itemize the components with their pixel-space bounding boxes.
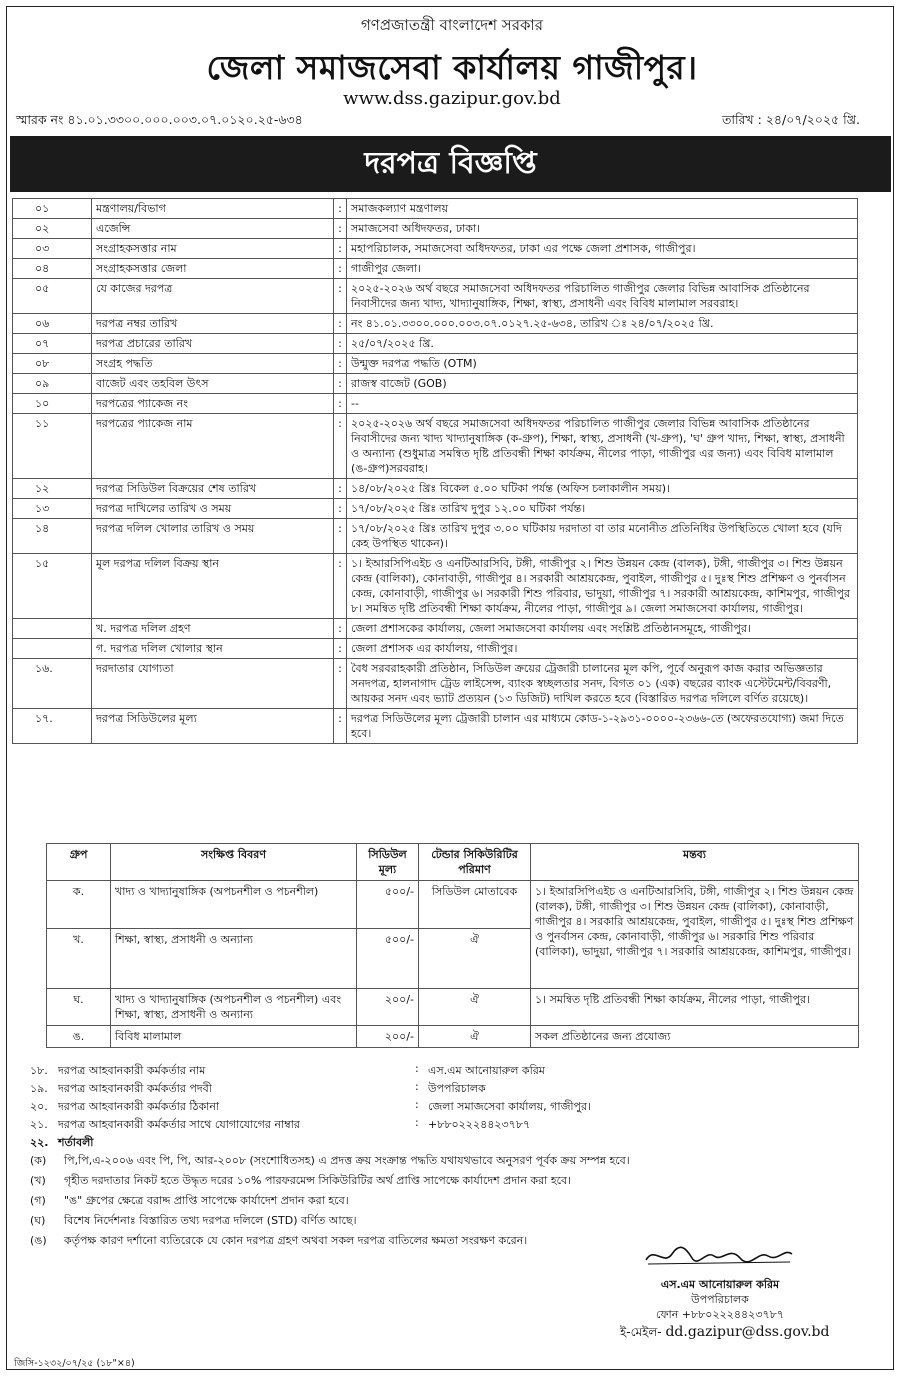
row-label: খ. দরপত্র দলিল গ্রহণ bbox=[92, 619, 334, 639]
detail-row bbox=[13, 659, 858, 709]
header-price: সিডিউল মূল্য bbox=[357, 844, 419, 881]
row-value: জেলা সমাজসেবা কার্যালয়, গাজীপুর। bbox=[428, 1100, 592, 1113]
row-separator: : bbox=[334, 659, 347, 709]
row-value: +৮৮০২২২৪৪২৩৭৮৭ bbox=[428, 1118, 531, 1131]
row-number: ০২ bbox=[13, 219, 92, 239]
header-group: গ্রুপ bbox=[47, 844, 111, 881]
row-label: দরপত্র প্রচারের তারিখ bbox=[92, 334, 334, 354]
row-value: জেলা প্রশাসকের কার্যালয়, জেলা সমাজসেবা কার্যালয় এবং সংশ্লিষ্ট প্রতিষ্ঠানসমূহে, গাজীপুর। bbox=[347, 619, 858, 639]
price-cell: ২০০/- bbox=[357, 1026, 419, 1048]
row-value: ১৭/০৮/২০২৫ খ্রিঃ তারিখ দুপুর ১২.০০ ঘটিকা পর্যন্ত। bbox=[347, 499, 858, 519]
row-separator: : bbox=[334, 374, 347, 394]
row-label: মন্ত্রণালয়/বিভাগ bbox=[92, 199, 334, 219]
row-value: -- bbox=[347, 394, 858, 414]
row-label: দরপত্র আহবানকারী কর্মকর্তার নাম bbox=[58, 1064, 206, 1077]
notice-banner: দরপত্র বিজ্ঞপ্তি bbox=[10, 136, 891, 192]
group-cell: খ. bbox=[47, 929, 111, 989]
row-separator: : bbox=[415, 1098, 419, 1111]
row-label: মূল দরপত্র দলিল বিক্রয় স্থান bbox=[92, 554, 334, 619]
row-label: দরপত্র নম্বর তারিখ bbox=[92, 314, 334, 334]
row-value: সমাজসেবা অধিদফতর, ঢাকা। bbox=[347, 219, 858, 239]
row-value: উন্মুক্ত দরপত্র পদ্ধতি (OTM) bbox=[347, 354, 858, 374]
email-label: ই-মেইল- bbox=[620, 1325, 662, 1339]
detail-row bbox=[13, 499, 858, 519]
row-separator: : bbox=[334, 479, 347, 499]
remark-cell: সকল প্রতিষ্ঠানের জন্য প্রযোজ্য bbox=[531, 1026, 859, 1048]
government-title: গণপ্রজাতন্ত্রী বাংলাদেশ সরকার bbox=[360, 16, 544, 34]
memo-number: স্মারক নং ৪১.০১.৩৩০০.০০০.০০৩.০৭.০১২০.২৫-৬৩৪ bbox=[16, 112, 303, 127]
detail-row bbox=[13, 374, 858, 394]
table-row bbox=[47, 1026, 859, 1048]
detail-row bbox=[13, 709, 858, 744]
row-number: ১৩ bbox=[13, 499, 92, 519]
row-number: ১৭. bbox=[13, 709, 92, 744]
detail-row bbox=[13, 519, 858, 554]
notice-date: তারিখ : ২৪/০৭/২০২৫ খ্রি. bbox=[721, 112, 860, 127]
row-number: ২০. bbox=[30, 1100, 48, 1113]
row-separator: : bbox=[334, 199, 347, 219]
official-row bbox=[30, 1062, 860, 1078]
term-item bbox=[30, 1172, 870, 1188]
row-number: ০১ bbox=[13, 199, 92, 219]
row-value: উপপরিচালক bbox=[428, 1082, 486, 1095]
row-number bbox=[13, 639, 92, 659]
tender-details-table bbox=[12, 198, 858, 744]
row-separator: : bbox=[334, 639, 347, 659]
row-number: ০৯ bbox=[13, 374, 92, 394]
row-number: ১৫ bbox=[13, 554, 92, 619]
row-label: দরদাতার যোগ্যতা bbox=[92, 659, 334, 709]
term-item bbox=[30, 1152, 870, 1168]
table-row bbox=[47, 881, 859, 929]
row-value: গাজীপুর জেলা। bbox=[347, 259, 858, 279]
row-number: ১৬. bbox=[13, 659, 92, 709]
row-value: ২০২৫-২০২৬ অর্থ বছরে সমাজসেবা অধিদফতর পরিচালিত গাজীপুর জেলার বিভিন্ন আবাসিক প্রতিষ্ঠানের নিবাসীদের জন্য খাদ্য, খাদ্যানুষাঙ্গিক, শিক্ষা, স্বাস্থ্য, প্রসাধনী এবং বিবিধ মালামাল সরবরাহ। bbox=[347, 279, 858, 314]
row-separator: : bbox=[334, 519, 347, 554]
term-text: কর্তৃপক্ষ কারণ দর্শানো ব্যতিরেকে যে কোন দরপত্র গ্রহণ অথবা সকল দরপত্র বাতিলের ক্ষমতা সংরক্ষণ করেন। bbox=[64, 1234, 528, 1247]
row-separator: : bbox=[334, 554, 347, 619]
term-number: (গ) bbox=[30, 1194, 46, 1207]
row-label: দরপত্র দলিল খোলার তারিখ ও সময় bbox=[92, 519, 334, 554]
detail-row bbox=[13, 639, 858, 659]
row-separator: : bbox=[415, 1080, 419, 1093]
row-separator: : bbox=[334, 354, 347, 374]
detail-row bbox=[13, 259, 858, 279]
term-text: "ঙ" গ্রুপের ক্ষেত্রে বরাদ্দ প্রাপ্তি সাপেক্ষে কার্যাদেশ প্রদান করা হবে। bbox=[64, 1194, 349, 1207]
row-label: দরপত্র আহবানকারী কর্মকর্তার পদবী bbox=[58, 1082, 212, 1095]
row-label: সংগ্রাহকসত্তার জেলা bbox=[92, 259, 334, 279]
remark-cell: ১। ইআরসিপিএইচ ও এনটিআরসিবি, টঙ্গী, গাজীপুর ২। শিশু উন্নয়ন কেন্দ্র (বালক), টঙ্গী, গাজীপুর ৩। শিশু উন্নয়ন কেন্দ্র (বালিকা), কোনাবাড়ী, গাজীপুর ৪। সরকারি আশ্রয়কেন্দ্র, পুবাইল, গাজীপুর ৫। দুঃস্থ শিশু প্রশিক্ষণ ও পুনর্বাসন কেন্দ্র, কোনাবাড়ী, গাজীপুর ৬। সরকারি শিশু পরিবার (বালিকা), ভাদুয়া, গাজীপুর ৭। সরকারি আশ্রয়কেন্দ্র, কাশিমপুর, গাজীপুর। bbox=[531, 881, 859, 989]
row-label: দরপত্র আহবানকারী কর্মকর্তার সাথে যোগাযোগের নাম্বার bbox=[58, 1118, 300, 1131]
term-text: বিশেষ নির্দেশনাঃ বিস্তারিত তথ্য দরপত্র দলিলে (STD) বর্ণিত আছে। bbox=[64, 1214, 357, 1227]
row-value: ২৫/০৭/২০২৫ খ্রি. bbox=[347, 334, 858, 354]
row-number: ১৪ bbox=[13, 519, 92, 554]
row-value: মহাপরিচালক, সমাজসেবা অধিদফতর, ঢাকা এর পক্ষে জেলা প্রশাসক, গাজীপুর। bbox=[347, 239, 858, 259]
table-row bbox=[47, 989, 859, 1026]
official-row bbox=[30, 1098, 860, 1114]
row-label: সংগ্রহ পদ্ধতি bbox=[92, 354, 334, 374]
row-separator: : bbox=[334, 619, 347, 639]
detail-row bbox=[13, 334, 858, 354]
row-number: ০৩ bbox=[13, 239, 92, 259]
handwritten-signature bbox=[640, 1240, 800, 1270]
row-number: ০৪ bbox=[13, 259, 92, 279]
official-row bbox=[30, 1080, 860, 1096]
row-label: সংগ্রাহকসত্তার নাম bbox=[92, 239, 334, 259]
row-number: ১০ bbox=[13, 394, 92, 414]
row-separator: : bbox=[415, 1116, 419, 1129]
website-link[interactable]: www.dss.gazipur.gov.bd bbox=[343, 88, 561, 109]
row-label: এজেন্সি bbox=[92, 219, 334, 239]
detail-row bbox=[13, 414, 858, 479]
term-text: গৃহীত দরদাতার নিকট হতে উদ্ধৃত দরের ১০% পারফরমেন্স সিকিউরিটির অর্থ প্রাপ্তি সাপেক্ষে কার্যাদেশ প্রদান করা হবে। bbox=[64, 1174, 572, 1187]
row-value: এস.এম আনোয়ারুল করিম bbox=[428, 1064, 545, 1077]
row-value: ১৪/০৮/২০২৫ খ্রিঃ বিকেল ৫.০০ ঘটিকা পর্যন্ত (অফিস চলাকালীন সময়)। bbox=[347, 479, 858, 499]
row-number: ১১ bbox=[13, 414, 92, 479]
detail-row bbox=[13, 239, 858, 259]
signatory-phone: ফোন +৮৮০২২২৪৪২৩৭৮৭ bbox=[656, 1308, 784, 1321]
detail-row bbox=[13, 554, 858, 619]
row-label: দরপত্র আহবানকারী কর্মকর্তার ঠিকানা bbox=[58, 1100, 220, 1113]
security-cell: ঐ bbox=[419, 989, 531, 1026]
remark-cell: ১। সমন্বিত দৃষ্টি প্রতিবন্ধী শিক্ষা কার্যক্রম, নীলের পাড়া, গাজীপুর। bbox=[531, 989, 859, 1026]
email-link[interactable]: dd.gazipur@dss.gov.bd bbox=[665, 1324, 830, 1340]
row-separator: : bbox=[334, 394, 347, 414]
row-separator: : bbox=[334, 414, 347, 479]
row-separator: : bbox=[334, 499, 347, 519]
official-row bbox=[30, 1116, 860, 1132]
row-value: ১৭/০৮/২০২৫ খ্রিঃ তারিখ দুপুর ৩.০০ ঘটিকায় দরদাতা বা তার মনোনীত প্রতিনিধির উপস্থিতিতে খোলা হবে (যদি কেহ উপস্থিত থাকেন)। bbox=[347, 519, 858, 554]
group-table-header bbox=[47, 844, 859, 881]
row-number: ০৬ bbox=[13, 314, 92, 334]
row-separator: : bbox=[334, 259, 347, 279]
row-value: বৈধ সরবরাহকারী প্রতিষ্ঠান, সিডিউল ক্রয়ের ট্রেজারী চালানের মূল কপি, পূর্বে অনুরূপ কাজ করার অভিজ্ঞতার সনদপত্র, হালনাগাদ ট্রেড লাইসেন্স, ব্যাংক স্বচ্ছলতার সনদ, বিগত ০১ (এক) বছরের ব্যাংক এস্টেটমেন্ট/বিবরণী, আয়কর সনদ এবং ভ্যাট প্রত্যয়ন (১৩ ডিজিট) দাখিল করতে হবে (বিস্তারিত দরপত্র দলিলে বর্ণিত রয়েছে)। bbox=[347, 659, 858, 709]
row-number: ০৫ bbox=[13, 279, 92, 314]
group-cell: ঙ. bbox=[47, 1026, 111, 1048]
description-cell: খাদ্য ও খাদ্যানুষাঙ্গিক (অপচনশীল ও পচনশীল) এবং শিক্ষা, স্বাস্থ্য, প্রসাধনী ও অন্যান্য bbox=[111, 989, 357, 1026]
row-number bbox=[13, 619, 92, 639]
row-number: ২১. bbox=[30, 1118, 48, 1131]
header-remark: মন্তব্য bbox=[531, 844, 859, 881]
email-line bbox=[620, 1324, 829, 1344]
row-number: ১২ bbox=[13, 479, 92, 499]
row-separator: : bbox=[334, 314, 347, 334]
term-number: (ক) bbox=[30, 1154, 47, 1167]
term-item bbox=[30, 1192, 870, 1208]
row-label: দরপত্রের প্যাকেজ নং bbox=[92, 394, 334, 414]
row-separator: : bbox=[334, 219, 347, 239]
price-cell: ২০০/- bbox=[357, 989, 419, 1026]
row-value: ২০২৫-২০২৬ অর্থ বছরে সমাজসেবা অধিদফতর পরিচালিত গাজীপুর জেলার বিভিন্ন আবাসিক প্রতিষ্ঠানের নিবাসীদের জন্য খাদ্য খাদ্যানুষাঙ্গিক (ক-গ্রুপ), শিক্ষা, স্বাস্থ্য, প্রসাধনী (খ-গ্রুপ), 'ঘ' গ্রুপ খাদ্য, শিক্ষা, স্বাস্থ্য, প্রসাধনী ও অন্যান্য (শুধুমাত্র সমন্বিত দৃষ্টি প্রতিবন্ধী শিক্ষা কার্যক্রম, নীলের পাড়া, গাজীপুর এর জন্য) এবং বিবিধ মালামাল (ঙ-গ্রুপ)সরবরাহ। bbox=[347, 414, 858, 479]
row-number: ০৮ bbox=[13, 354, 92, 374]
term-text: পি,পি,এ-২০০৬ এবং পি, পি, আর-২০০৮ (সংশোধিতসহ) এ প্রদত্ত ক্রয় সংক্রান্ত পদ্ধতি যথাযথভাবে অনুসরণ পূর্বক ক্রয় সম্পন্ন হবে। bbox=[64, 1154, 630, 1167]
row-separator: : bbox=[334, 239, 347, 259]
detail-row bbox=[13, 479, 858, 499]
description-cell: শিক্ষা, স্বাস্থ্য, প্রসাধনী ও অন্যান্য bbox=[111, 929, 357, 989]
office-title: জেলা সমাজসেবা কার্যালয় গাজীপুর। bbox=[206, 48, 698, 87]
header-security: টেন্ডার সিকিউরিটির পরিমাণ bbox=[419, 844, 531, 881]
security-cell: সিডিউল মোতাবেক bbox=[419, 881, 531, 929]
official-row bbox=[30, 1134, 860, 1150]
row-number: ০৭ bbox=[13, 334, 92, 354]
row-number: ২২. bbox=[30, 1136, 49, 1149]
row-label: দরপত্র সিডিউলের মূল্য bbox=[92, 709, 334, 744]
detail-row bbox=[13, 279, 858, 314]
row-label: গ. দরপত্র দলিল খোলার স্থান bbox=[92, 639, 334, 659]
header-description: সংক্ষিপ্ত বিবরণ bbox=[111, 844, 357, 881]
row-separator: : bbox=[415, 1062, 419, 1075]
detail-row bbox=[13, 354, 858, 374]
row-label: দরপত্রের প্যাকেজ নাম bbox=[92, 414, 334, 479]
description-cell: খাদ্য ও খাদ্যানুষাঙ্গিক (অপচনশীল ও পচনশীল) bbox=[111, 881, 357, 929]
row-value: দরপত্র সিডিউলের মূল্য ট্রেজারী চালান এর মাধ্যমে কোড-১-২৯৩১-০০০০-২৩৬৬-তে (অফেরতযোগ্য) জমা দিতে হবে। bbox=[347, 709, 858, 744]
row-separator: : bbox=[334, 334, 347, 354]
row-value: সমাজকল্যাণ মন্ত্রণালয় bbox=[347, 199, 858, 219]
row-value: ১। ইআরসিপিএইচ ও এনটিআরসিবি, টঙ্গী, গাজীপুর ২। শিশু উন্নয়ন কেন্দ্র (বালক), টঙ্গী, গাজীপুর ৩। শিশু উন্নয়ন কেন্দ্র (বালিকা), কোনাবাড়ী, গাজীপুর ৪। সরকারী আশ্রয়কেন্দ্র, পুবাইল, গাজীপুর ৫। দুঃস্থ শিশু প্রশিক্ষণ ও পুনর্বাসন কেন্দ্র, কোনাবাড়ী, গাজীপুর ৬। সরকারী শিশু পরিবার, ভাদুয়া, গাজীপুর ৭। সরকারী আশ্রয়কেন্দ্র, কাশিমপুর, গাজীপুর ৮। সমন্বিত দৃষ্টি প্রতিবন্ধী শিক্ষা কার্যক্রম, নীলের পাড়া, গাজীপুর ৯। জেলা সমাজসেবা কার্যালয়, গাজীপুর। bbox=[347, 554, 858, 619]
term-item bbox=[30, 1212, 870, 1228]
footer-code: জিসি-১২৩২/০৭/২৫ (১৮"×৪) bbox=[14, 1358, 135, 1369]
detail-row bbox=[13, 394, 858, 414]
row-number: ১৯. bbox=[30, 1082, 48, 1095]
row-label: দরপত্র সিডিউল বিক্রয়ের শেষ তারিখ bbox=[92, 479, 334, 499]
security-cell: ঐ bbox=[419, 1026, 531, 1048]
security-cell: ঐ bbox=[419, 929, 531, 989]
price-cell: ৫০০/- bbox=[357, 881, 419, 929]
detail-row bbox=[13, 199, 858, 219]
description-cell: বিবিধ মালামাল bbox=[111, 1026, 357, 1048]
row-label: বাজেট এবং তহবিল উৎস bbox=[92, 374, 334, 394]
signatory-block bbox=[600, 1277, 840, 1322]
terms-heading: শর্তাবলী bbox=[58, 1136, 94, 1149]
row-value: নং ৪১.০১.৩৩০০.০০০.০০৩.০৭.০১২৭.২৫-৬৩৪, তারিখ ঃ ২৪/০৭/২০২৫ খ্রি. bbox=[347, 314, 858, 334]
term-number: (খ) bbox=[30, 1174, 46, 1187]
row-separator: : bbox=[334, 279, 347, 314]
term-number: (ঙ) bbox=[30, 1234, 47, 1247]
term-number: (ঘ) bbox=[30, 1214, 46, 1227]
row-value: রাজস্ব বাজেট (GOB) bbox=[347, 374, 858, 394]
detail-row bbox=[13, 619, 858, 639]
row-value: জেলা প্রশাসক এর কার্যালয়, গাজীপুর। bbox=[347, 639, 858, 659]
group-cell: ঘ. bbox=[47, 989, 111, 1026]
row-number: ১৮. bbox=[30, 1064, 48, 1077]
row-label: দরপত্র দাখিলের তারিখ ও সময় bbox=[92, 499, 334, 519]
detail-row bbox=[13, 314, 858, 334]
detail-row bbox=[13, 219, 858, 239]
group-table bbox=[46, 843, 859, 1048]
price-cell: ৫০০/- bbox=[357, 929, 419, 989]
row-separator: : bbox=[334, 709, 347, 744]
row-label: যে কাজের দরপত্র bbox=[92, 279, 334, 314]
signatory-designation: উপপরিচালক bbox=[691, 1293, 749, 1306]
signatory-name: এস.এম আনোয়ারুল করিম bbox=[660, 1278, 780, 1291]
group-cell: ক. bbox=[47, 881, 111, 929]
